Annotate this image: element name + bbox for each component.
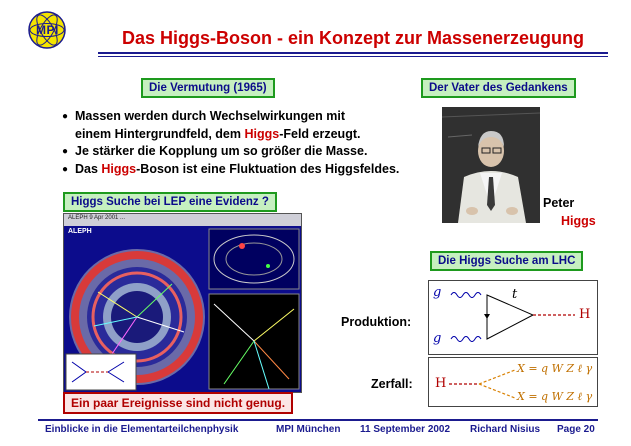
bullet-text: -Boson ist eine Fluktuation des Higgsfeldes. bbox=[136, 161, 400, 176]
bullet-text: -Feld erzeugt. bbox=[279, 126, 361, 141]
decay-products-bottom: X = q W Z ℓ γ bbox=[517, 390, 593, 403]
footer-institute: MPI München bbox=[276, 424, 341, 435]
higgs-highlight: Higgs bbox=[101, 161, 137, 176]
bullet-continuation bbox=[62, 126, 442, 144]
bullet-text: Das bbox=[75, 161, 102, 176]
footer-course: Einblicke in die Elementarteilchenphysik bbox=[45, 424, 239, 435]
event-header: ALEPH 9 Apr 2001 ... bbox=[68, 215, 126, 221]
bullet-text: einem Hintergrundfeld, dem bbox=[75, 126, 245, 141]
aleph-event-display bbox=[63, 213, 302, 393]
footer-page: Page 20 bbox=[557, 424, 595, 435]
lhc-label: Die Higgs Suche am LHC bbox=[430, 251, 583, 271]
bullet-item bbox=[62, 161, 442, 179]
higgs-produced: H bbox=[579, 307, 591, 322]
footer-author: Richard Nisius bbox=[470, 424, 541, 435]
aleph-tag: ALEPH bbox=[68, 228, 92, 235]
higgs-decaying: H bbox=[435, 376, 447, 391]
mpi-logo bbox=[27, 10, 67, 50]
production-diagram bbox=[428, 280, 598, 355]
father-label: Der Vater des Gedankens bbox=[421, 78, 576, 98]
title-rule bbox=[98, 52, 608, 54]
hypothesis-bullets bbox=[62, 108, 442, 178]
lep-label: Higgs Suche bei LEP eine Evidenz ? bbox=[63, 192, 277, 212]
decay-label: Zerfall: bbox=[371, 377, 413, 391]
gluon-top: g bbox=[433, 285, 442, 300]
decay-diagram bbox=[428, 357, 598, 407]
person-first-name: Peter bbox=[543, 196, 575, 210]
bullet-text: Massen werden durch Wechselwirkungen mit bbox=[75, 109, 345, 123]
person-last-name: Higgs bbox=[561, 214, 596, 228]
decay-products-top: X = q W Z ℓ γ bbox=[517, 362, 593, 375]
footer-date: 11 September 2002 bbox=[360, 424, 451, 435]
hypothesis-label: Die Vermutung (1965) bbox=[141, 78, 275, 98]
slide-title: Das Higgs-Boson - ein Konzept zur Massenerzeugung bbox=[121, 28, 585, 48]
lep-caption: Ein paar Ereignisse sind nicht genug. bbox=[63, 392, 293, 414]
logo-text: MPI bbox=[36, 23, 59, 37]
higgs-highlight: Higgs bbox=[244, 126, 280, 141]
bullet-item bbox=[62, 143, 442, 161]
title-rule-thin bbox=[98, 56, 608, 57]
bullet-text: Je stärker die Kopplung um so größer die Masse. bbox=[75, 144, 368, 158]
peter-higgs-photo bbox=[442, 107, 540, 223]
production-label: Produktion: bbox=[341, 315, 412, 329]
top-quark: t bbox=[512, 287, 518, 302]
gluon-bottom: g bbox=[433, 331, 442, 346]
footer-rule bbox=[38, 419, 598, 421]
bullet-item bbox=[62, 108, 442, 126]
